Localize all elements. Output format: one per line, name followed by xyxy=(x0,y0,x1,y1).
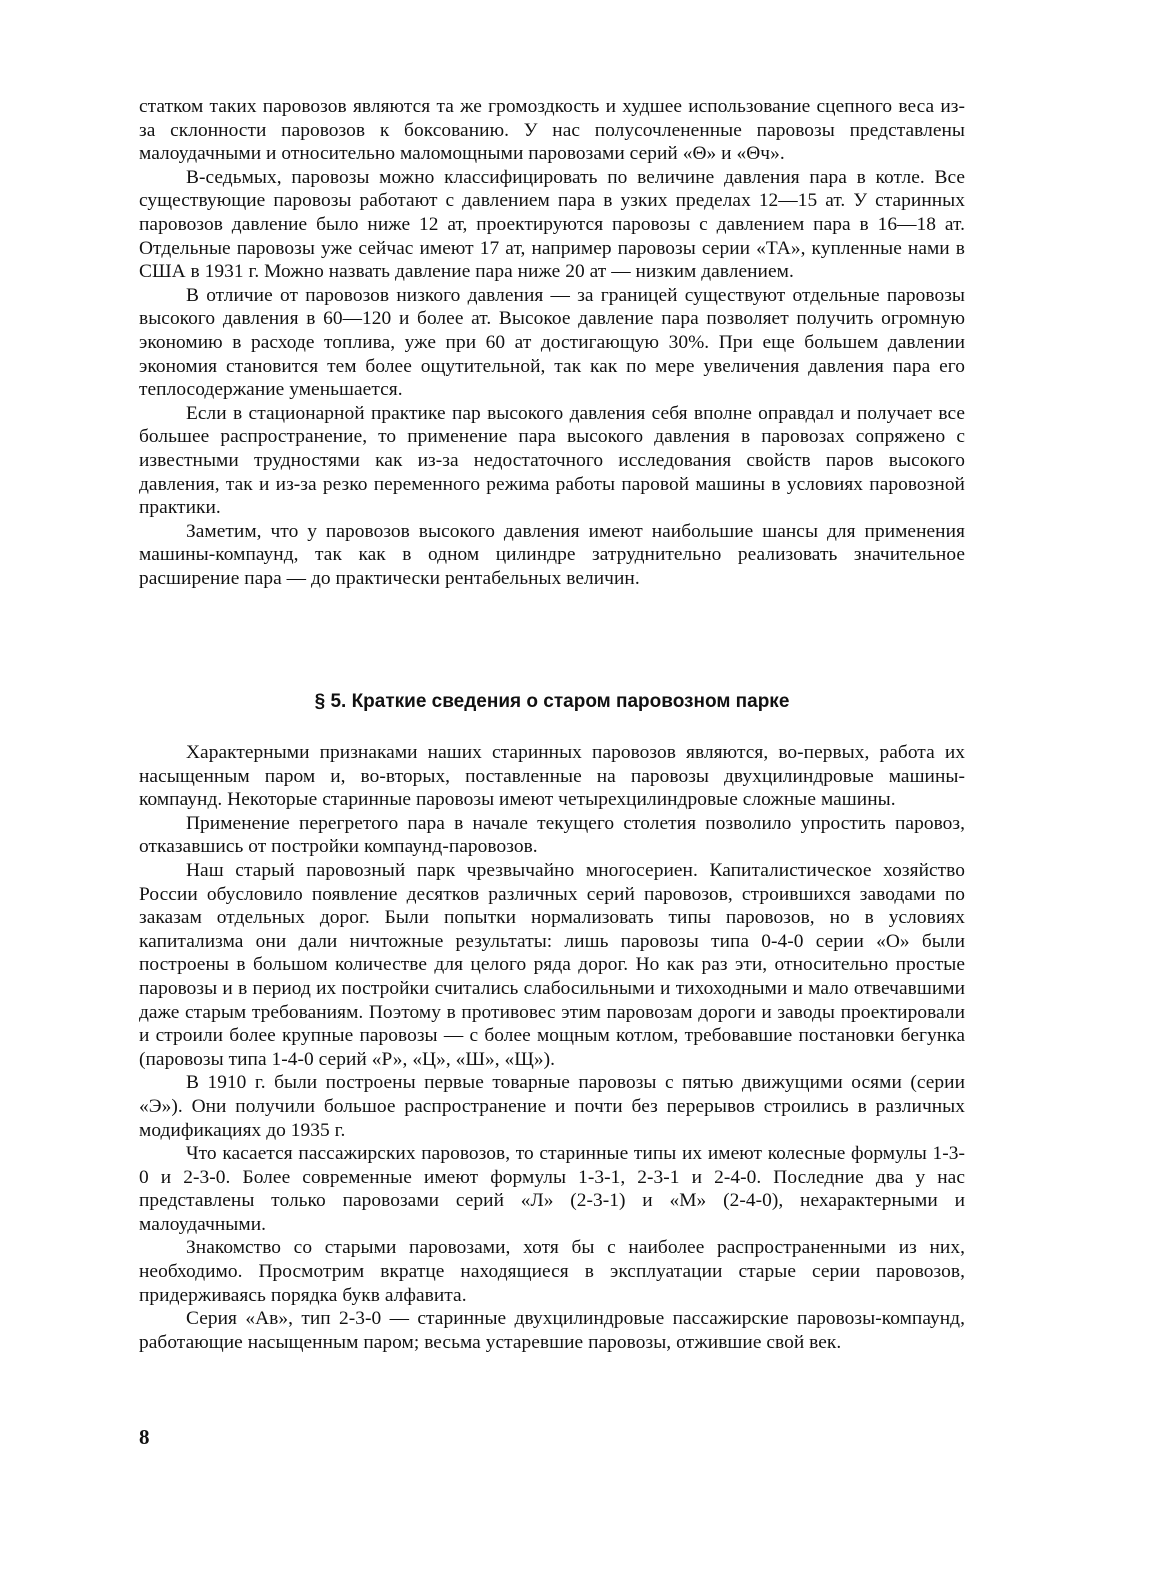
paragraph-series-e: В 1910 г. были построены первые товарные паровозы с пятью движущими осями (серии «Э»). Они получили большое распространение и почти без перерывов строились в различных модификациях до 1935 г. xyxy=(139,1072,965,1141)
paragraph-old-features: Характерными признаками наших старинных паровозов являются, во-первых, работа их насыщенным паром и, во-вторых, поставленные на паровозы двухцилиндровые машины-компаунд. Некоторые старинные паровозы имеют четырехцилиндровые сложные машины. xyxy=(139,742,965,811)
text-block-top xyxy=(139,95,965,590)
paragraph-compound-note: Заметим, что у паровозов высокого давления имеют наибольшие шансы для применения машины-компаунд, так как в одном цилиндре затруднительно реализовать значительное расширение пара — до практически рентабельных величин. xyxy=(139,520,965,589)
paragraph-superheated-steam: Применение перегретого пара в начале текущего столетия позволило упростить паровоз, отказавшись от постройки компаунд-паровозов. xyxy=(139,812,965,858)
section-heading: § 5. Краткие сведения о старом паровозном парке xyxy=(314,691,790,712)
paragraph-stationary-practice: Если в стационарной практике пар высокого давления себя вполне оправдал и получает все большее распространение, то применение пара высокого давления в паровозах сопряжено с известными трудностями как из-за недостаточного исследования свойств паров высокого давления, так и из-за резко переменного режима работы паровой машины в условиях паровозной практики. xyxy=(139,402,965,519)
paragraph-pressure-classification: В-седьмых, паровозы можно классифицировать по величине давления пара в котле. Все существующие паровозы работают с давлением пара в узких пределах 12—15 ат. У старинных паровозов давление было ниже 12 ат, проектируются паровозы с давлением пара в 16—18 ат. Отдельные паровозы уже сейчас имеют 17 ат, например паровозы серии «ТА», купленные нами в США в 1931 г. Можно назвать давление пара ниже 20 ат — низким давлением. xyxy=(139,166,965,283)
page-number: 8 xyxy=(139,1425,150,1449)
paragraph-overview-intro: Знакомство со старыми паровозами, хотя бы с наиболее распространенными из них, необходимо. Просмотрим вкратце находящиеся в эксплуатации старые серии паровозов, придерживаясь порядка букв алфавита. xyxy=(139,1237,965,1306)
paragraph-series-av: Серия «Ав», тип 2-3-0 — старинные двухцилиндровые пассажирские паровозы-компаунд, работающие насыщенным паром; весьма устаревшие паровозы, отжившие свой век. xyxy=(139,1308,965,1353)
paragraph-continued: статком таких паровозов являются та же громоздкость и худшее использование сцепного веса из-за склонности паровозов к боксованию. У нас полусочлененные паровозы представлены малоудачными и относительно маломощными паровозами серий «Θ» и «Θч». xyxy=(139,96,965,165)
paragraph-multi-series-fleet: Наш старый паровозный парк чрезвычайно многосериен. Капиталистическое хозяйство России обусловило появление десятков различных серий паровозов, строившихся заводами по заказам отдельных дорог. Были попытки нормализовать типы паровозов, но в условиях капитализма они дали ничтожные результаты: лишь паровозы типа 0-4-0 серии «О» были построены в большом количестве для целого ряда дорог. Но как раз эти, относительно простые паровозы и в период их постройки считались слабосильными и тихоходными и мало отвечавшими даже старым требованиям. Поэтому в противовес этим паровозам дороги и заводы проектировали и строили более крупные паровозы — с более мощным котлом, требовавшие постановки бегунка (паровозы типа 1-4-0 серий «Р», «Ц», «Ш», «Щ»). xyxy=(139,859,965,1070)
text-block-bottom xyxy=(139,741,965,1354)
paragraph-passenger-locomotives: Что касается пассажирских паровозов, то старинные типы их имеют колесные формулы 1-3-0 и 2-3-0. Более современные имеют формулы 1-3-1, 2-3-1 и 2-4-0. Последние два у нас представлены только паровозами серий «Л» (2-3-1) и «М» (2-4-0), нехарактерными и малоудачными. xyxy=(139,1143,965,1235)
paragraph-high-pressure: В отличие от паровозов низкого давления — за границей существуют отдельные паровозы высокого давления в 60—120 и более ат. Высокое давление пара позволяет получить огромную экономию в расходе топлива, уже при 60 ат достигающую 30%. При еще большем давлении экономия становится тем более ощутительной, так как по мере увеличения давления пара его теплосодержание уменьшается. xyxy=(139,284,965,401)
